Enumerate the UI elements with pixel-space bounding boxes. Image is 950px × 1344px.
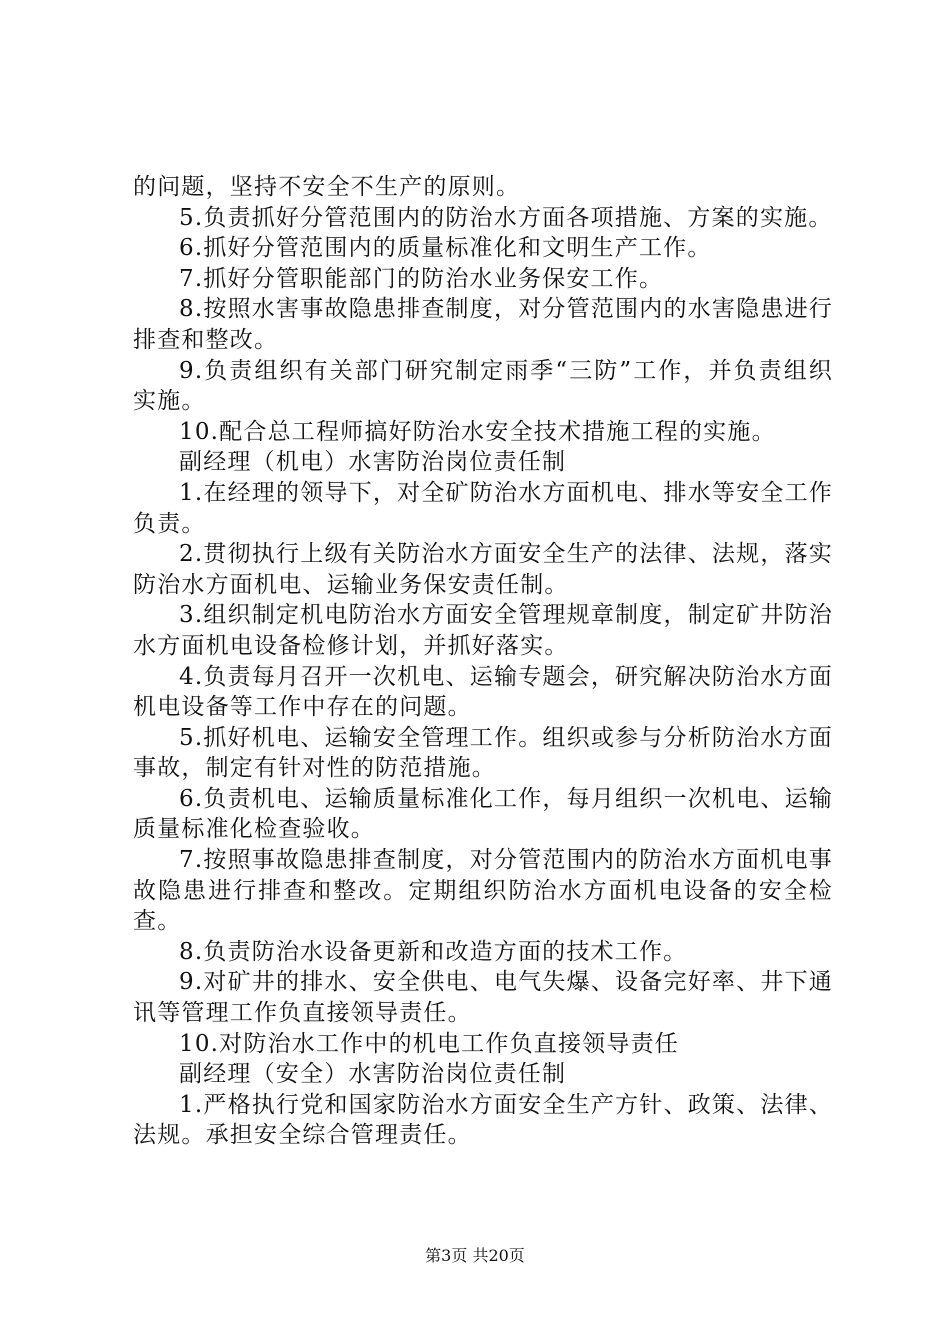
paragraph: 10.对防治水工作中的机电工作负直接领导责任 <box>179 1030 679 1057</box>
paragraph: 的问题，坚持不安全不生产的原则。 <box>133 174 521 200</box>
paragraph: 4.负责每月召开一次机电、运输专题会，研究解决防治水方面机电设备等工作中存在的问题。 <box>133 663 833 721</box>
paragraph: 1.严格执行党和国家防治水方面安全生产方针、政策、法律、法规。承担安全综合管理责任。 <box>133 1091 833 1149</box>
paragraph: 6.抓好分管范围内的质量标准化和文明生产工作。 <box>179 235 712 262</box>
paragraph: 5.抓好机电、运输安全管理工作。组织或参与分析防治水方面事故，制定有针对性的防范措施。 <box>133 724 833 782</box>
section-heading: 副经理（安全）水害防治岗位责任制 <box>179 1061 567 1088</box>
paragraph: 8.负责防治水设备更新和改造方面的技术工作。 <box>179 938 688 965</box>
document-body <box>133 172 833 1151</box>
paragraph: 8.按照水害事故隐患排查制度，对分管范围内的水害隐患进行排查和整改。 <box>133 296 833 353</box>
paragraph: 3.组织制定机电防治水方面安全管理规章制度，制定矿井防治水方面机电设备检修计划，并抓好落实。 <box>133 602 833 659</box>
paragraph: 7.按照事故隐患排查制度，对分管范围内的防治水方面机电事故隐患进行排查和整改。定期组织防治水方面机电设备的安全检查。 <box>133 847 833 935</box>
section-heading: 副经理（机电）水害防治岗位责任制 <box>179 449 567 476</box>
paragraph: 1.在经理的领导下，对全矿防治水方面机电、排水等安全工作负责。 <box>133 479 833 537</box>
paragraph: 10.配合总工程师搞好防治水安全技术措施工程的实施。 <box>179 418 776 445</box>
paragraph: 7.抓好分管职能部门的防治水业务保安工作。 <box>179 265 664 292</box>
page-footer <box>0 1243 950 1266</box>
paragraph: 5.负责抓好分管范围内的防治水方面各项措施、方案的实施。 <box>179 204 833 231</box>
paragraph: 6.负责机电、运输质量标准化工作，每月组织一次机电、运输质量标准化检查验收。 <box>133 785 833 843</box>
paragraph: 9.负责组织有关部门研究制定雨季“三防”工作，并负责组织实施。 <box>133 357 833 415</box>
paragraph: 9.对矿井的排水、安全供电、电气失爆、设备完好率、井下通讯等管理工作负直接领导责任。 <box>133 969 833 1027</box>
paragraph: 2.贯彻执行上级有关防治水方面安全生产的法律、法规，落实防治水方面机电、运输业务保安责任制。 <box>133 541 833 598</box>
page-number: 第3页 共20页 <box>425 1246 525 1265</box>
